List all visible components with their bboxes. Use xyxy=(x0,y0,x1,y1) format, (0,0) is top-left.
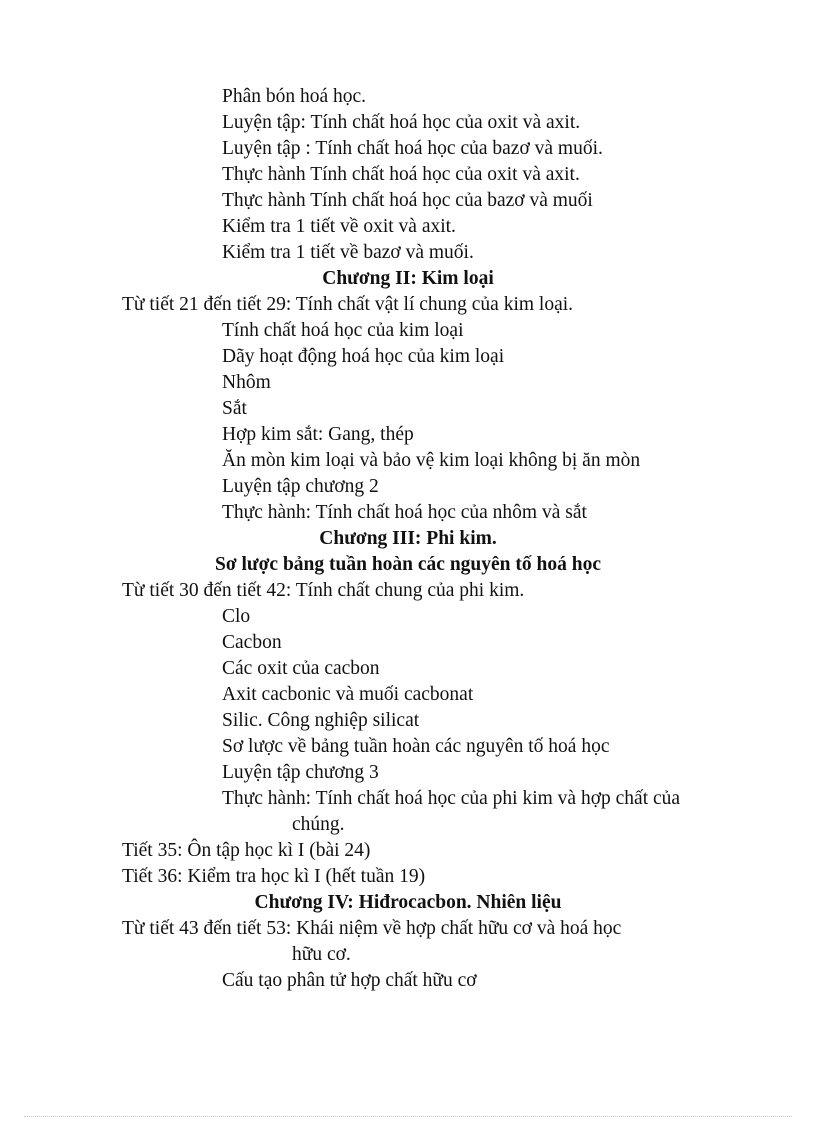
chapter-heading: Chương III: Phi kim. xyxy=(319,528,497,549)
body-line: Nhôm xyxy=(222,372,271,393)
body-line: Kiểm tra 1 tiết về oxit và axit. xyxy=(222,216,456,237)
continuation-line: hữu cơ. xyxy=(292,944,351,965)
body-line: Cấu tạo phân tử hợp chất hữu cơ xyxy=(222,970,477,991)
body-line: Clo xyxy=(222,606,251,627)
body-line: Luyện tập : Tính chất hoá học của bazơ và muối. xyxy=(222,138,603,159)
body-line: Thực hành: Tính chất hoá học của phi kim và hợp chất của xyxy=(222,788,681,809)
lesson-range-line: Từ tiết 30 đến tiết 42: Tính chất chung của phi kim. xyxy=(122,580,525,601)
body-line: Thực hành: Tính chất hoá học của nhôm và sắt xyxy=(222,502,587,523)
body-line: Ăn mòn kim loại và bảo vệ kim loại không bị ăn mòn xyxy=(222,450,641,471)
body-line: Silic. Công nghiệp silicat xyxy=(222,710,420,731)
body-line: Các oxit của cacbon xyxy=(222,658,380,679)
body-line: Sắt xyxy=(222,398,247,419)
body-line: Luyện tập chương 2 xyxy=(222,476,379,497)
continuation-line: chúng. xyxy=(292,814,345,835)
body-line: Hợp kim sắt: Gang, thép xyxy=(222,424,414,445)
body-line: Luyện tập chương 3 xyxy=(222,762,379,783)
page-bottom-rule xyxy=(24,1116,792,1117)
chapter-heading: Chương II: Kim loại xyxy=(322,268,494,289)
lesson-line: Tiết 36: Kiểm tra học kì I (hết tuần 19) xyxy=(122,866,426,887)
lesson-range-line: Từ tiết 21 đến tiết 29: Tính chất vật lí chung của kim loại. xyxy=(122,294,574,315)
body-line: Phân bón hoá học. xyxy=(222,86,367,107)
body-line: Luyện tập: Tính chất hoá học của oxit và axit. xyxy=(222,112,581,133)
body-line: Kiểm tra 1 tiết về bazơ và muối. xyxy=(222,242,474,263)
body-line: Tính chất hoá học của kim loại xyxy=(222,320,464,341)
body-line: Thực hành Tính chất hoá học của oxit và axit. xyxy=(222,164,580,185)
body-line: Thực hành Tính chất hoá học của bazơ và muối xyxy=(222,190,593,211)
lesson-line: Tiết 35: Ôn tập học kì I (bài 24) xyxy=(122,840,371,861)
body-line: Axit cacbonic và muối cacbonat xyxy=(222,684,474,705)
body-line: Sơ lược về bảng tuần hoàn các nguyên tố hoá học xyxy=(222,736,610,757)
body-line: Dãy hoạt động hoá học của kim loại xyxy=(222,346,505,367)
body-line: Cacbon xyxy=(222,632,282,653)
chapter-subheading: Sơ lược bảng tuần hoàn các nguyên tố hoá học xyxy=(215,554,601,575)
chapter-heading: Chương IV: Hiđrocacbon. Nhiên liệu xyxy=(254,892,562,913)
lesson-range-line: Từ tiết 43 đến tiết 53: Khái niệm về hợp chất hữu cơ và hoá học xyxy=(122,918,622,939)
